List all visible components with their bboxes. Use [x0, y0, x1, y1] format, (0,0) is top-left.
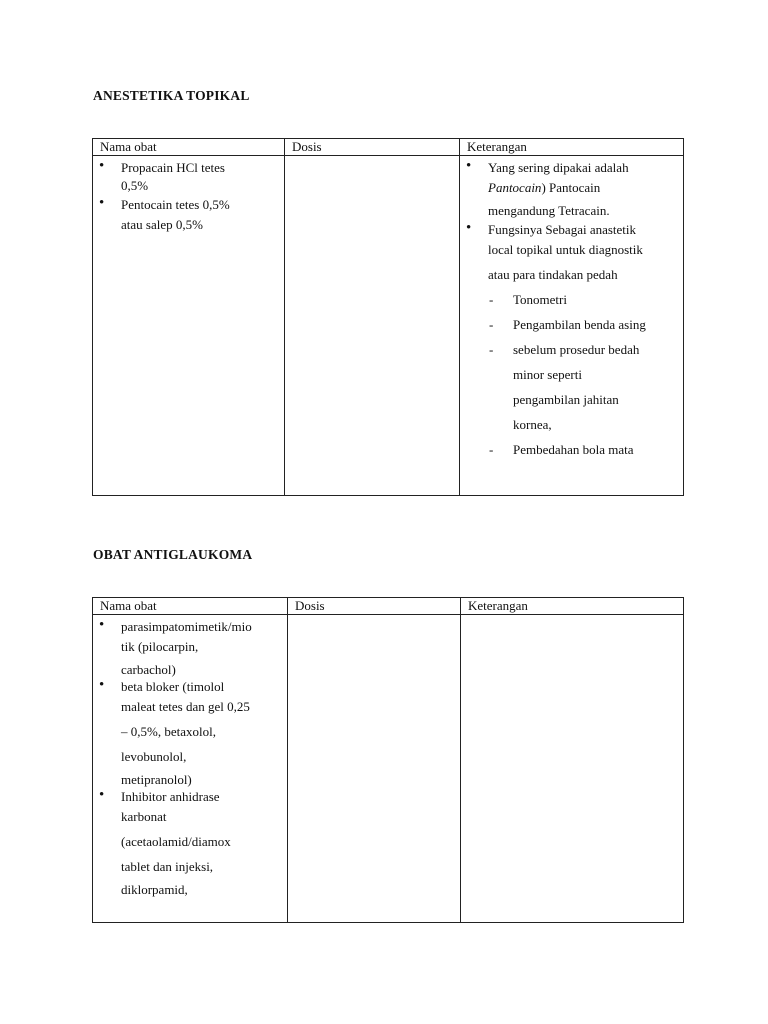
drug-name-cont: metipranolol) — [121, 772, 192, 787]
drug-name-cont: 0,5% — [121, 178, 149, 193]
list-item — [93, 197, 284, 237]
list-item — [93, 789, 287, 901]
table-header-row — [93, 139, 684, 156]
anestetika-table — [92, 138, 684, 496]
note-text: • Fungsinya Sebagai anastetik — [488, 222, 637, 237]
drug-name-cont: tablet dan injeksi, — [121, 859, 214, 874]
drug-name-cont: tik (pilocarpin, — [121, 639, 199, 654]
dosis-cell — [285, 156, 460, 496]
list-item — [93, 619, 287, 679]
drug-name-cont: atau salep 0,5% — [121, 217, 203, 232]
keterangan-cell — [460, 156, 684, 496]
sub-item — [460, 312, 683, 337]
drug-name: • beta bloker (timolol — [121, 679, 225, 694]
note-text: local topikal untuk diagnostik — [488, 242, 643, 257]
sub-item-text: - Pengambilan benda asing — [513, 317, 646, 332]
note-text: mengandung Tetracain. — [488, 203, 610, 218]
note-rest: ) Pantocain — [541, 180, 601, 195]
sub-item-text: - Pembedahan bola mata — [513, 442, 634, 457]
drug-name: • Propacain HCl tetes — [121, 160, 225, 175]
sub-item-text: minor seperti — [513, 367, 582, 382]
list-item — [93, 679, 287, 789]
col-header-nama-obat: Nama obat — [93, 139, 285, 156]
sub-item — [460, 287, 683, 312]
drug-name: • Inhibitor anhidrase — [121, 789, 220, 804]
table-row — [93, 615, 684, 923]
note-italic: Pantocain — [488, 180, 542, 195]
list-item — [460, 160, 683, 222]
col-header-keterangan: Keterangan — [460, 139, 684, 156]
note-text: atau para tindakan pedah — [488, 267, 618, 282]
section-heading-antiglaukoma: OBAT ANTIGLAUKOMA — [93, 547, 253, 562]
col-header-dosis: Dosis — [285, 139, 460, 156]
section-heading-anestetika: ANESTETIKA TOPIKAL — [93, 88, 250, 103]
table-row — [93, 156, 684, 496]
table-header-row — [93, 598, 684, 615]
nama-obat-cell — [93, 615, 288, 923]
sub-item-text: pengambilan jahitan — [513, 392, 619, 407]
sub-item-text: - Tonometri — [513, 292, 567, 307]
sub-item — [460, 437, 683, 462]
drug-name-cont: – 0,5%, betaxolol, — [121, 724, 216, 739]
drug-name-cont: maleat tetes dan gel 0,25 — [121, 699, 250, 714]
antiglaukoma-table — [92, 597, 684, 923]
drug-name-cont: karbonat — [121, 809, 167, 824]
note-text: • Yang sering dipakai adalah — [488, 160, 629, 175]
dosis-cell — [288, 615, 461, 923]
sub-item-text: - sebelum prosedur bedah — [513, 342, 640, 357]
col-header-keterangan: Keterangan — [461, 598, 684, 615]
sub-item — [460, 337, 683, 437]
sub-item-text: kornea, — [513, 417, 552, 432]
list-item — [93, 160, 284, 197]
nama-obat-cell — [93, 156, 285, 496]
sub-list — [460, 287, 683, 462]
col-header-dosis: Dosis — [288, 598, 461, 615]
list-item — [460, 222, 683, 287]
drug-name-cont: (acetaolamid/diamox — [121, 834, 231, 849]
note-text — [488, 175, 683, 200]
keterangan-cell — [461, 615, 684, 923]
col-header-nama-obat: Nama obat — [93, 598, 288, 615]
drug-name-cont: carbachol) — [121, 662, 176, 677]
drug-name: • Pentocain tetes 0,5% — [121, 197, 230, 212]
drug-name-cont: diklorpamid, — [121, 882, 188, 897]
drug-name: • parasimpatomimetik/mio — [121, 619, 252, 634]
drug-name-cont: levobunolol, — [121, 749, 187, 764]
